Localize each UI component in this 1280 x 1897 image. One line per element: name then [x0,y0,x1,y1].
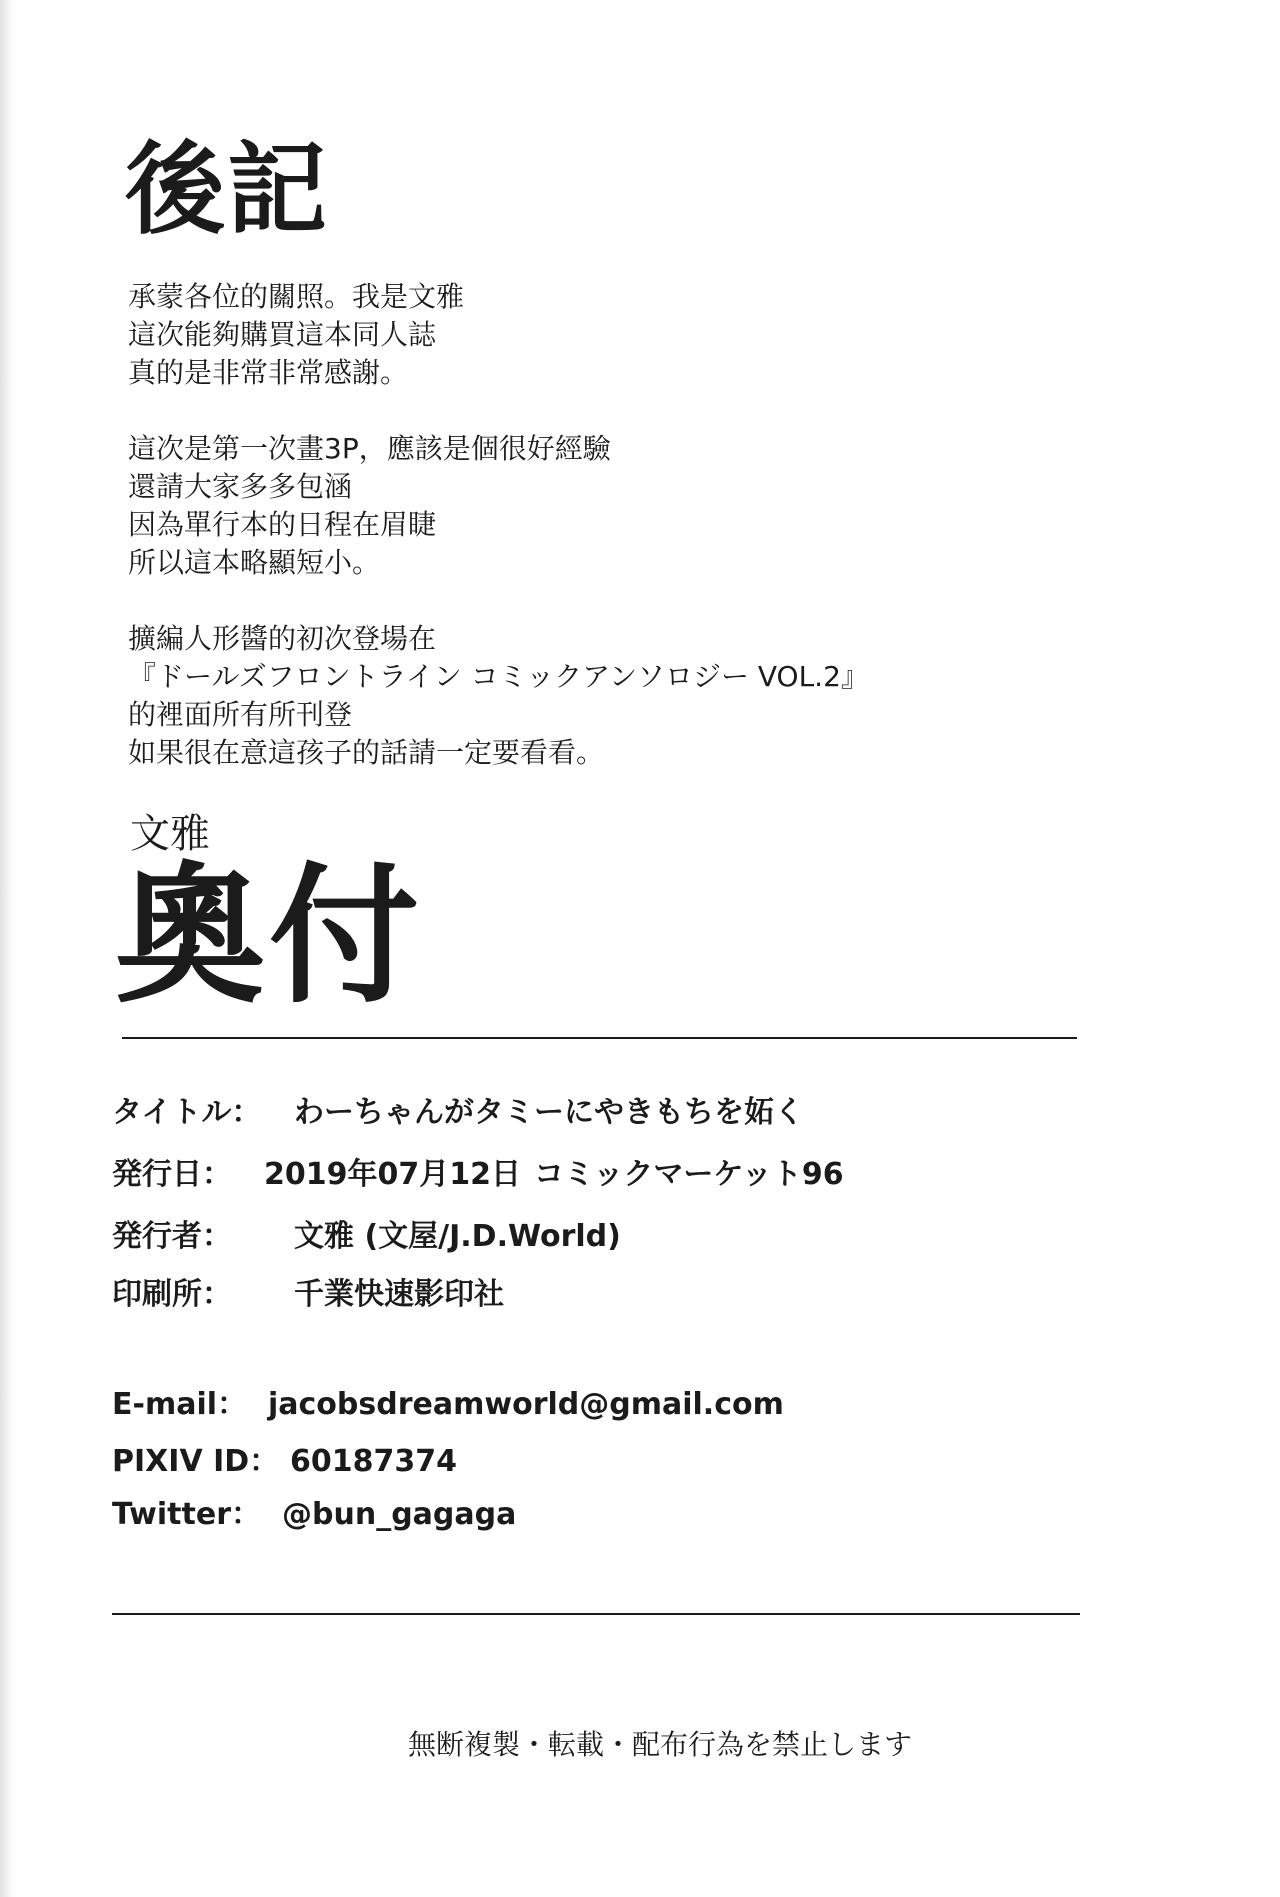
afterword-line: 擴編人形醬的初次登場在 [128,622,437,655]
twitter-value: @bun_gagaga [282,1497,517,1532]
title-label: タイトル： [112,1095,262,1130]
date-value: 2019年07月12日 [264,1157,521,1192]
afterword-line: 這次是第一次畫3P，應該是個很好經驗 [128,432,611,465]
colophon-title: 奧付 [115,850,424,1024]
printer-label: 印刷所： [112,1277,232,1312]
afterword-body [128,278,1128,810]
publisher-label: 発行者： [112,1219,232,1254]
afterword-paragraph-1 [128,278,1128,392]
date-label: 発行日： [112,1157,232,1192]
event-value: コミックマーケット96 [534,1157,844,1192]
afterword-line: 所以這本略顯短小。 [128,546,381,579]
email-value: jacobsdreamworld@gmail.com [268,1387,784,1422]
afterword-line: 如果很在意這孩子的話請一定要看看。 [128,736,605,769]
afterword-line: 因為單行本的日程在眉睫 [128,508,437,541]
copyright-notice-text: 無断複製・転載・配布行為を禁止します [407,1728,912,1761]
afterword-title: 後記 [125,131,329,248]
afterword-line: 『ドールズフロントライン コミックアンソロジー VOL.2』 [128,660,869,693]
publisher-value: 文雅 (文屋/J.D.World) [294,1219,621,1254]
page-edge-shadow [0,0,14,1897]
divider-bottom [112,1613,1080,1615]
title-value: わーちゃんがタミーにやきもちを妬く [294,1095,804,1130]
afterword-line: 這次能夠購買這本同人誌 [128,318,437,351]
afterword-line: 的裡面所有所刊登 [128,698,353,731]
afterword-line: 承蒙各位的關照。我是文雅 [128,280,465,313]
author-signature: 文雅 [130,811,210,857]
afterword-paragraph-2 [128,430,1128,582]
afterword-line: 真的是非常非常感謝。 [128,356,409,389]
printer-value: 千業快速影印社 [294,1277,504,1312]
afterword-line: 還請大家多多包涵 [128,470,353,503]
afterword-paragraph-3 [128,620,1128,772]
divider-top [122,1037,1077,1039]
twitter-label: Twitter： [112,1497,261,1532]
copyright-notice [0,1728,1280,1761]
email-label: E-mail： [112,1387,248,1422]
pixiv-value: 60187374 [290,1444,457,1479]
pixiv-label: PIXIV ID： [112,1444,280,1479]
